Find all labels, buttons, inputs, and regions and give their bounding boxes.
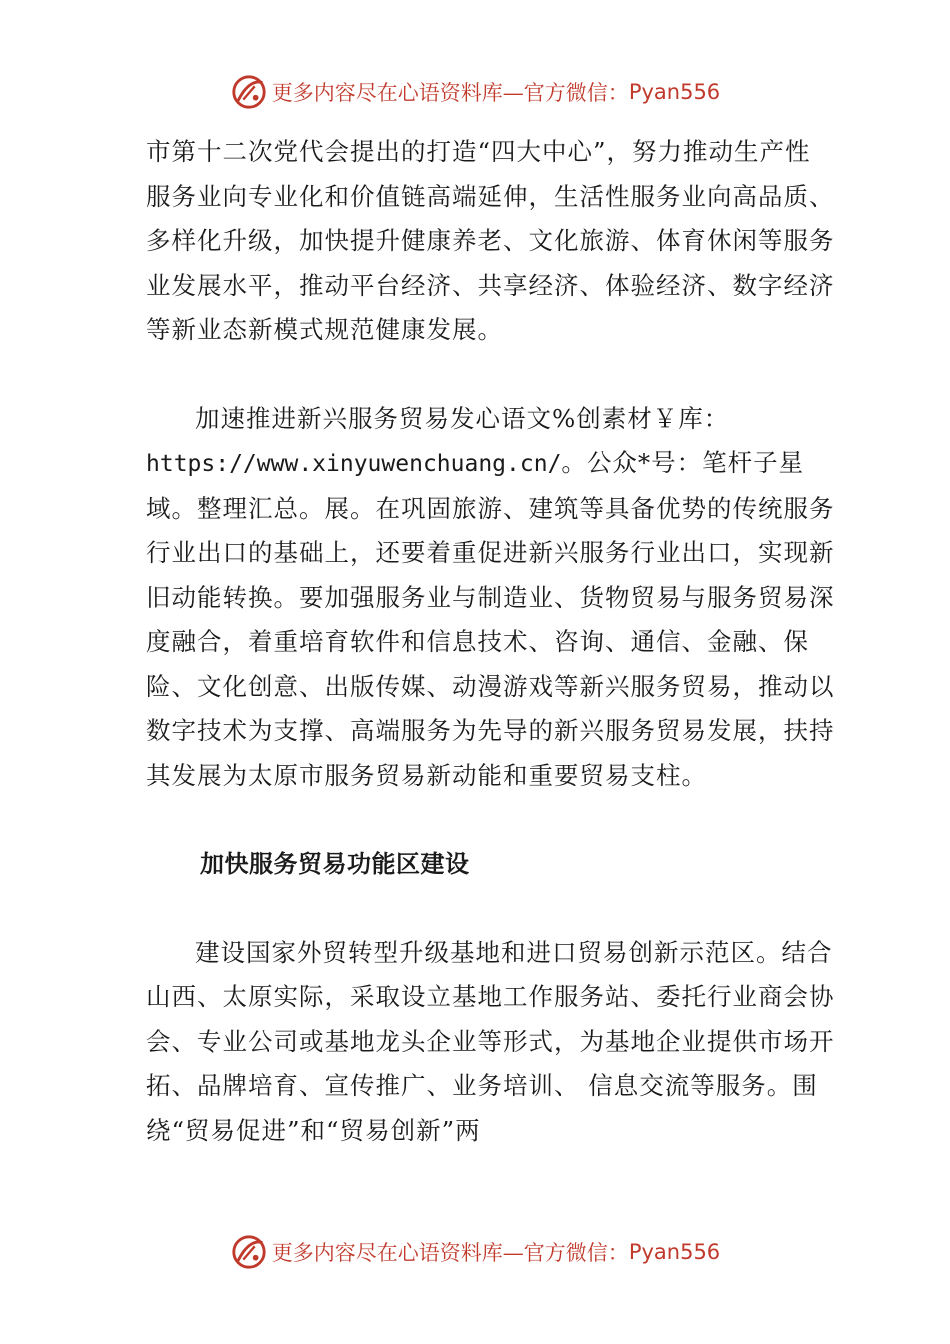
banner-wechat-id: Pyan556 (628, 80, 721, 104)
section-heading: 加快服务贸易功能区建设 (200, 850, 470, 878)
document-body (146, 130, 836, 1153)
banner-wechat-id: Pyan556 (628, 1240, 721, 1264)
paragraph-2-body: 。公众*号：笔杆子星域。整理汇总。展。在巩固旅游、建筑等具备优势的传统服务行业出口的基础上，还要着重促进新兴服务行业出口，实现新旧动能转换。要加强服务业与制造业、货物贸易与服务贸易深度融合，着重培育软件和信息技术、咨询、通信、金融、保险、文化创意、出版传媒、动漫游戏等新兴服务贸易，推动以数字技术为支撑、高端服务为先导的新兴服务贸易发展，扶持其发展为太原市服务贸易新动能和重要贸易支柱。 (146, 448, 835, 790)
header-watermark-banner (0, 72, 950, 112)
paragraph-2-intro: 加速推进新兴服务贸易发心语文%创素材￥库： (195, 403, 730, 433)
banner-text: 更多内容尽在心语资料库—官方微信： (271, 81, 629, 105)
footer-watermark-banner (0, 1232, 950, 1272)
seal-logo-icon (230, 1233, 268, 1271)
paragraph-1: 市第十二次党代会提出的打造“四大中心”，努力推动生产性服务业向专业化和价值链高端延伸，生活性服务业向高品质、多样化升级，加快提升健康养老、文化旅游、体育休闲等服务业发展水平，推动平台经济、共享经济、体验经济、数字经济等新业态新模式规范健康发展。 (146, 137, 835, 344)
paragraph-2-url: https://www.xinyuwenchuang.cn/ (146, 451, 562, 477)
banner-text: 更多内容尽在心语资料库—官方微信： (271, 1241, 629, 1265)
seal-logo-icon (230, 73, 268, 111)
paragraph-2 (146, 397, 836, 799)
paragraph-3: 建设国家外贸转型升级基地和进口贸易创新示范区。结合山西、太原实际，采取设立基地工作服务站、委托行业商会协会、专业公司或基地龙头企业等形式，为基地企业提供市场开拓、品牌培育、宣传推广、业务培训、 信息交流等服务。围绕“贸易促进”和“贸易创新”两 (146, 937, 835, 1145)
